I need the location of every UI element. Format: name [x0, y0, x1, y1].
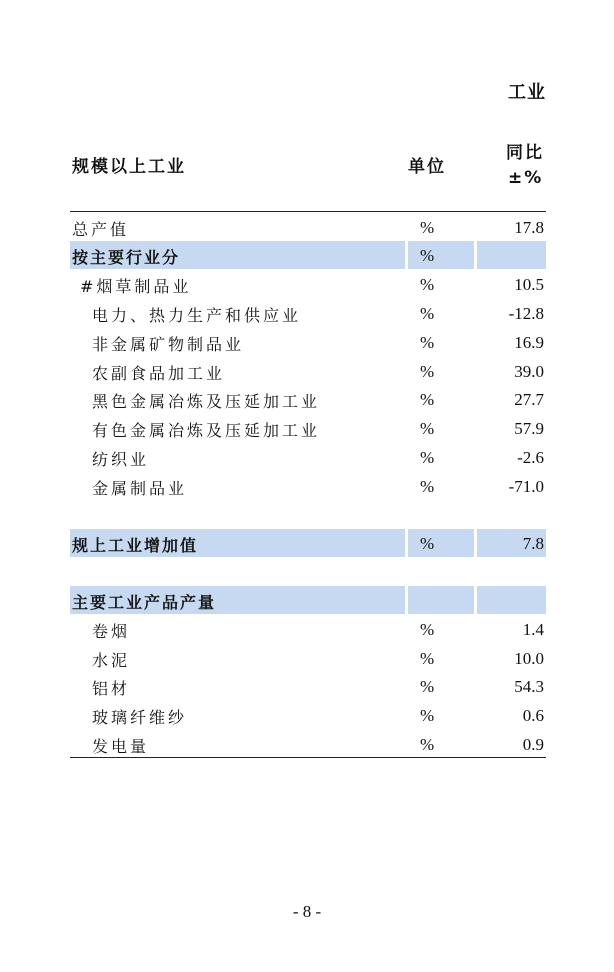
- row-value: 10.5: [514, 275, 544, 294]
- row-label: 总产值: [72, 220, 130, 239]
- table-row: [70, 472, 546, 500]
- row-label: 水泥: [92, 651, 131, 670]
- row-unit: %: [420, 477, 435, 496]
- row-unit: %: [420, 275, 435, 294]
- row-label: 非金属矿物制品业: [92, 335, 245, 354]
- table-row: [70, 328, 546, 356]
- row-value: -12.8: [508, 304, 544, 323]
- row-label: 按主要行业分: [72, 248, 181, 267]
- column-header-name: 规模以上工业: [72, 157, 186, 177]
- row-value: -2.6: [517, 448, 544, 467]
- row-value: 1.4: [522, 620, 544, 639]
- row-label: 有色金属冶炼及压延加工业: [92, 421, 321, 440]
- table-row: [70, 299, 546, 327]
- table-row: [70, 357, 546, 385]
- table-row: [70, 615, 546, 643]
- row-label: 纺织业: [92, 450, 150, 469]
- row-unit: %: [420, 362, 435, 381]
- table-row: [70, 414, 546, 442]
- row-value: 57.9: [514, 419, 544, 438]
- row-unit: %: [420, 649, 435, 668]
- row-label: #烟草制品业: [80, 277, 192, 296]
- table-top-rule: [70, 211, 546, 212]
- row-unit: %: [420, 448, 435, 467]
- table-section-row: [70, 241, 546, 269]
- row-label: 发电量: [92, 737, 150, 756]
- row-value: 7.8: [522, 534, 544, 553]
- table-section-row: [70, 586, 546, 614]
- section-title: 工业: [508, 82, 546, 103]
- row-shading: [477, 586, 546, 614]
- row-shading: [408, 529, 474, 557]
- row-value: -71.0: [508, 477, 544, 496]
- row-value: 54.3: [514, 677, 544, 696]
- column-header-yoy: 同比: [506, 143, 544, 163]
- row-unit: %: [420, 620, 435, 639]
- row-unit: %: [420, 534, 435, 553]
- table-row: [70, 730, 546, 758]
- row-unit: %: [420, 735, 435, 754]
- table-row: [70, 213, 546, 241]
- table-row: [70, 701, 546, 729]
- row-value: 0.6: [522, 706, 544, 725]
- row-value: 10.0: [514, 649, 544, 668]
- row-value: 27.7: [514, 390, 544, 409]
- row-label: 黑色金属冶炼及压延加工业: [92, 392, 321, 411]
- row-unit: %: [420, 390, 435, 409]
- row-label: 铝材: [92, 679, 131, 698]
- row-unit: %: [420, 677, 435, 696]
- row-shading: [477, 241, 546, 269]
- table-bottom-rule: [70, 757, 546, 758]
- table-row: [70, 644, 546, 672]
- row-value: 17.8: [514, 218, 544, 237]
- row-label: 主要工业产品产量: [72, 593, 217, 612]
- table-row: [70, 672, 546, 700]
- row-label: 金属制品业: [92, 479, 188, 498]
- row-unit: %: [420, 246, 435, 265]
- row-shading: [408, 241, 474, 269]
- table-row: [70, 385, 546, 413]
- row-unit: %: [420, 419, 435, 438]
- column-header-unit: 单位: [408, 157, 446, 177]
- row-label: 玻璃纤维纱: [92, 708, 188, 727]
- table-row: [70, 270, 546, 298]
- row-label: 电力、热力生产和供应业: [92, 306, 302, 325]
- row-shading: [408, 586, 474, 614]
- row-label: 规上工业增加值: [72, 536, 199, 555]
- table-section-row: [70, 529, 546, 557]
- table-row: [70, 443, 546, 471]
- row-unit: %: [420, 706, 435, 725]
- row-value: 16.9: [514, 333, 544, 352]
- row-label: 卷烟: [92, 622, 131, 641]
- row-value: 39.0: [514, 362, 544, 381]
- row-unit: %: [420, 304, 435, 323]
- row-unit: %: [420, 218, 435, 237]
- page-number: - 8 -: [292, 902, 322, 921]
- row-value: 0.9: [522, 735, 544, 754]
- row-label: 农副食品加工业: [92, 364, 226, 383]
- column-header-yoy-sign: ±%: [508, 168, 544, 188]
- row-unit: %: [420, 333, 435, 352]
